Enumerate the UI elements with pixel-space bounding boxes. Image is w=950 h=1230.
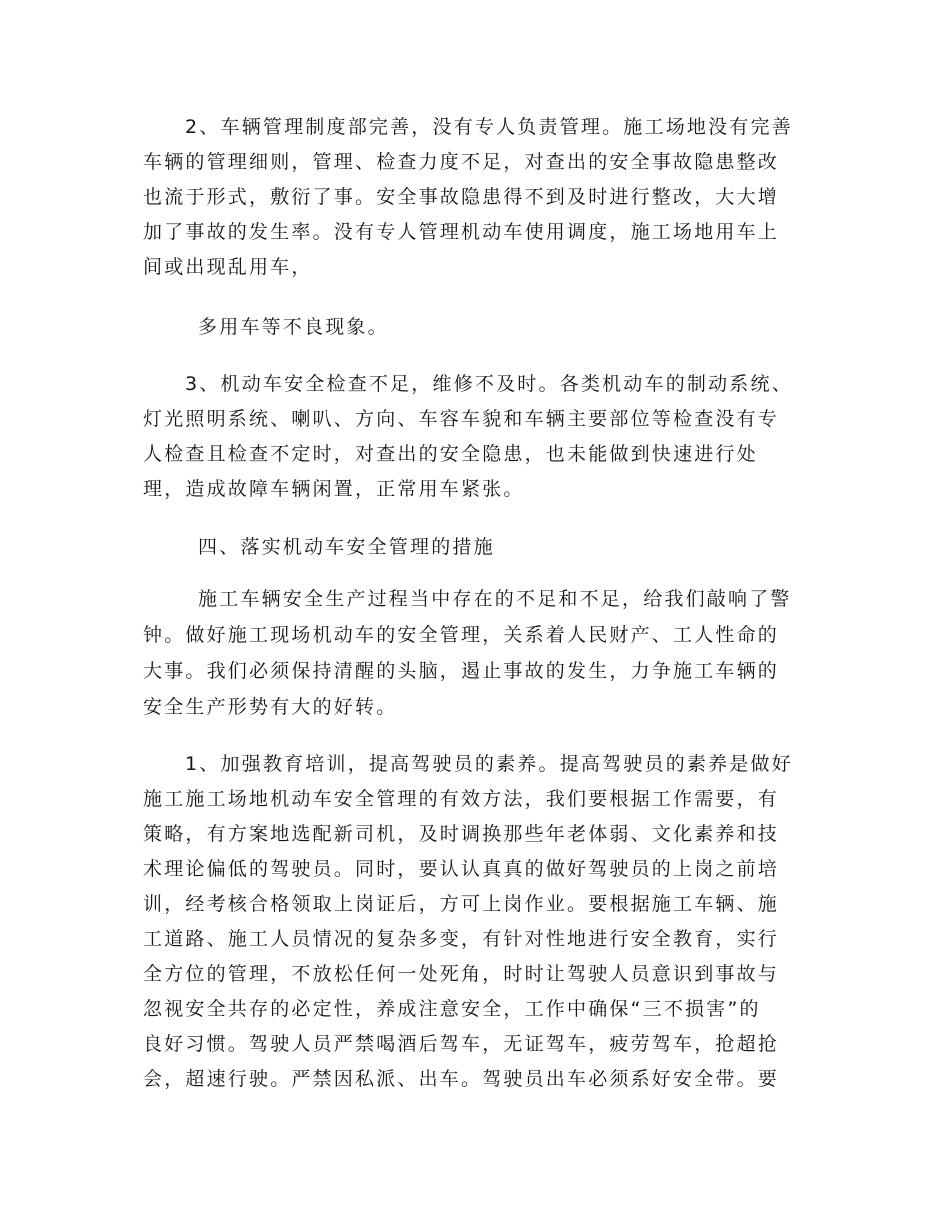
paragraph-6-line-1: 1、加强教育培训，提高驾驶员的素养。提高驾驶员的素养是做好 <box>185 753 793 775</box>
paragraph-2-line-1: 多用车等不良现象。 <box>198 316 389 338</box>
paragraph-6-line-10: 会，超速行驶。严禁因私派、出车。驾驶员出车必须系好安全带。要 <box>143 1068 780 1090</box>
paragraph-6-line-8: 忽视安全共存的必定性，养成注意安全，工作中确保“三不损害”的 <box>143 998 761 1020</box>
paragraph-6-line-4: 术理论偏低的驾驶员。同时，要认认真真的做好驾驶员的上岗之前培 <box>143 858 780 880</box>
paragraph-1-line-2: 车辆的管理细则，管理、检查力度不足，对查出的安全事故隐患整改 <box>143 151 780 173</box>
paragraph-6-line-5: 训，经考核合格领取上岗证后，方可上岗作业。要根据施工车辆、施 <box>143 893 780 915</box>
paragraph-5-line-2: 钟。做好施工现场机动车的安全管理，关系着人民财产、工人性命的 <box>143 624 780 646</box>
paragraph-1-line-5: 间或出现乱用车， <box>143 256 313 278</box>
paragraph-3-line-4: 理，造成故障车辆闲置，正常用车紧张。 <box>143 478 525 500</box>
paragraph-6-line-2: 施工施工场地机动车安全管理的有效方法，我们要根据工作需要，有 <box>143 788 780 810</box>
paragraph-1-line-3: 也流于形式，敷衍了事。安全事故隐患得不到及时进行整改，大大增 <box>143 186 780 208</box>
paragraph-3-line-2: 灯光照明系统、喇叭、方向、车容车貌和车辆主要部位等检查没有专 <box>143 408 780 430</box>
paragraph-3-line-3: 人检查且检查不定时，对查出的安全隐患，也未能做到快速进行处 <box>143 443 758 465</box>
paragraph-5-line-4: 安全生产形势有大的好转。 <box>143 696 398 718</box>
paragraph-3-line-1: 3、机动车安全检查不足，维修不及时。各类机动车的制动系统、 <box>185 373 793 395</box>
paragraph-1-line-1: 2、车辆管理制度部完善，没有专人负责管理。施工场地没有完善 <box>185 116 793 138</box>
paragraph-6-line-3: 策略，有方案地选配新司机，及时调换那些年老体弱、文化素养和技 <box>143 823 780 845</box>
section-heading: 四、落实机动车安全管理的措施 <box>198 536 495 558</box>
paragraph-5-line-3: 大事。我们必须保持清醒的头脑，遏止事故的发生，力争施工车辆的 <box>143 660 780 682</box>
paragraph-6-line-6: 工道路、施工人员情况的复杂多变，有针对性地进行安全教育，实行 <box>143 928 780 950</box>
paragraph-5-line-1: 施工车辆安全生产过程当中存在的不足和不足，给我们敲响了警 <box>198 588 792 610</box>
paragraph-6-line-7: 全方位的管理，不放松任何一处死角，时时让驾驶人员意识到事故与 <box>143 963 780 985</box>
paragraph-6-line-9: 良好习惯。驾驶人员严禁喝酒后驾车，无证驾车，疲劳驾车，抢超抢 <box>143 1033 780 1055</box>
paragraph-1-line-4: 加了事故的发生率。没有专人管理机动车使用调度，施工场地用车上 <box>143 221 780 243</box>
